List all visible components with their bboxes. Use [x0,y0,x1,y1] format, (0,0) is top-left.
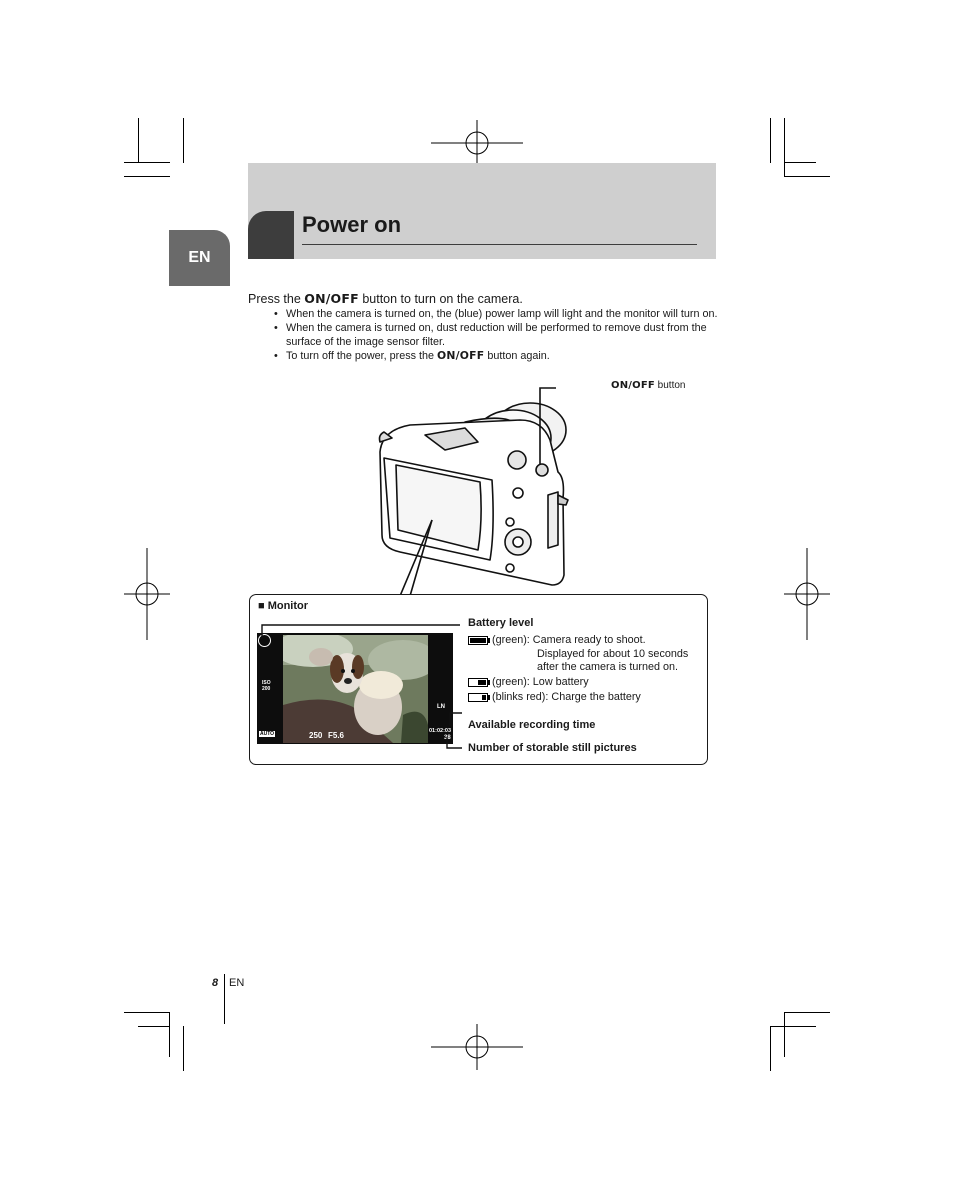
language-tab: EN [169,230,230,286]
battery-full-row: (green): Camera ready to shoot. [468,634,646,648]
aperture-value: F5.6 [328,731,345,740]
onoff-button-label: ON/OFF button [611,380,686,391]
recording-time-label: Available recording time [468,719,596,731]
battery-low-icon [468,678,488,687]
battery-full-note-1: Displayed for about 10 seconds [537,648,689,660]
still-pictures-label: Number of storable still pictures [468,742,637,754]
picture-count-readout: 38 [444,735,451,741]
title-rule [302,244,697,245]
battery-empty-icon [468,693,488,702]
onoff-button-name: ON/OFF [304,291,359,306]
footer-lang: EN [229,977,245,989]
list-item: • To turn off the power, press the ON/OFF button again. [272,349,722,363]
recording-time-readout: 01:02:03 [429,728,452,734]
battery-full-note-2: after the camera is turned on. [537,661,679,673]
callout-lines [250,615,470,755]
page-number: 8 [212,977,219,989]
battery-charge-row: (blinks red): Charge the battery [468,691,641,705]
list-item: • When the camera is turned on, the (blue) power lamp will light and the monitor will turn on. [272,307,722,321]
battery-low-row: (green): Low battery [468,676,589,690]
auto-mode-icon: AUTO [260,731,275,737]
camera-illustration [370,380,700,595]
list-item: • When the camera is turned on, dust reduction will be performed to remove dust from the surface of the image sensor filter. [272,321,722,349]
monitor-heading: ■ Monitor [258,600,309,612]
image-quality: LN [437,704,445,710]
footer-divider [224,974,225,1024]
page-title: Power on [302,212,402,237]
shutter-speed: 250 [309,731,323,740]
iso-readout: ISO 200 [262,680,271,692]
battery-full-icon [468,636,488,645]
bullet-list [272,307,722,363]
lead-instruction: Press the ON/OFF button to turn on the camera. [248,291,523,306]
battery-level-label: Battery level [468,617,534,629]
header-accent-block [248,211,294,259]
